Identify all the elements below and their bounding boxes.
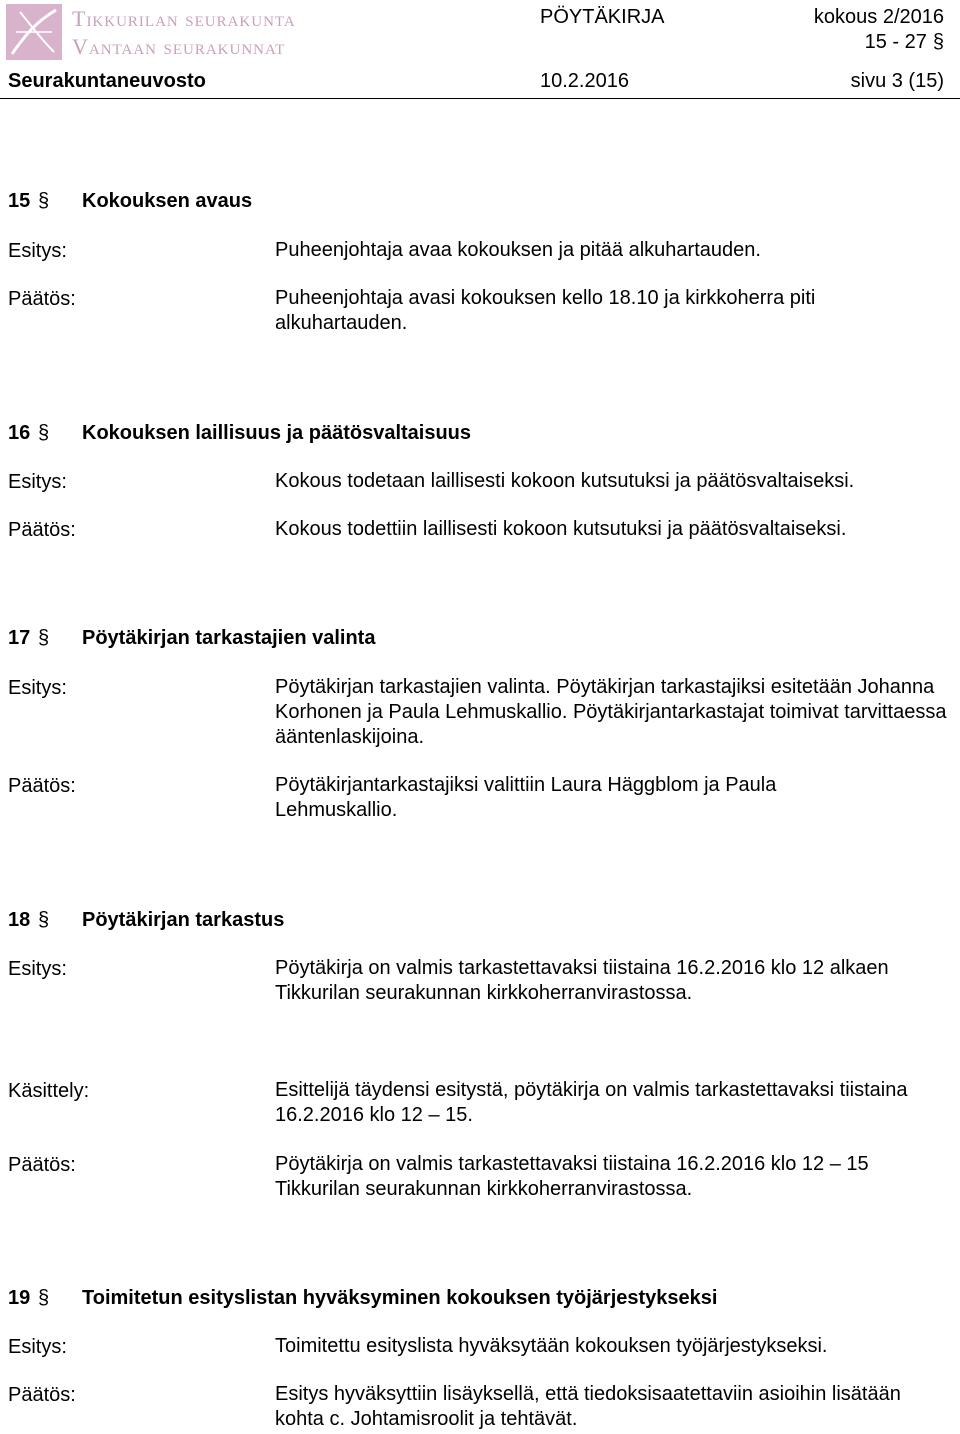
row-text: Esitys hyväksyttiin lisäyksellä, että tiedoksisaatettaviin asioihin lisätään kohta c. Johtamisroolit ja tehtävät. bbox=[275, 1383, 901, 1430]
item-heading: Toimitetun esityslistan hyväksyminen kokouksen työjärjestykseksi bbox=[82, 1287, 718, 1309]
item-number: 16 bbox=[8, 422, 31, 444]
item-heading: Pöytäkirjan tarkastajien valinta bbox=[82, 627, 376, 649]
section-symbol: § bbox=[38, 627, 50, 649]
item-title bbox=[8, 1287, 717, 1310]
item-heading: Kokouksen laillisuus ja päätösvaltaisuus bbox=[82, 422, 472, 444]
item-number: 19 bbox=[8, 1287, 31, 1309]
parish-logo-icon bbox=[6, 4, 62, 60]
sections-range-text: 15 - 27 bbox=[864, 31, 927, 53]
item-number: 17 bbox=[8, 627, 31, 649]
row-text: Toimitettu esityslista hyväksytään kokouksen työjärjestykseksi. bbox=[275, 1335, 828, 1357]
item-title bbox=[8, 627, 375, 650]
row-label: Esitys: bbox=[8, 1336, 67, 1358]
document-type: PÖYTÄKIRJA bbox=[540, 6, 665, 28]
row-label: Käsittely: bbox=[8, 1080, 90, 1102]
section-symbol: § bbox=[38, 422, 50, 444]
page-number: sivu 3 (15) bbox=[850, 70, 944, 92]
meeting-number: kokous 2/2016 bbox=[813, 6, 944, 28]
header-divider bbox=[0, 98, 960, 99]
row-label: Päätös: bbox=[8, 288, 76, 310]
row-text: Puheenjohtaja avaa kokouksen ja pitää alkuhartauden. bbox=[275, 239, 761, 261]
section-symbol: § bbox=[38, 190, 50, 212]
row-text: Pöytäkirjan tarkastajien valinta. Pöytäkirjan tarkastajiksi esitetään Johanna Korhonen ja Paula Lehmuskallio. Pöytäkirjantarkastajat toimivat tarvittaessa ääntenlaskijoina. bbox=[275, 676, 947, 748]
row-text: Pöytäkirjantarkastajiksi valittiin Laura Häggblom ja Paula Lehmuskallio. bbox=[275, 774, 777, 821]
organization-name: Tikkurilan seurakunta bbox=[72, 6, 296, 31]
row-text: Pöytäkirja on valmis tarkastettavaksi tiistaina 16.2.2016 klo 12 alkaen Tikkurilan seurakunnan kirkkoherranvirastossa. bbox=[275, 957, 889, 1004]
board-name: Seurakuntaneuvosto bbox=[8, 70, 206, 92]
section-symbol: § bbox=[38, 1287, 50, 1309]
section-symbol: § bbox=[38, 909, 50, 931]
row-text: Kokous todetaan laillisesti kokoon kutsutuksi ja päätösvaltaiseksi. bbox=[275, 470, 855, 492]
meeting-date: 10.2.2016 bbox=[540, 70, 629, 92]
item-number: 15 bbox=[8, 190, 31, 212]
row-label: Päätös: bbox=[8, 1154, 76, 1176]
item-heading: Kokouksen avaus bbox=[82, 190, 253, 212]
organization-parent: Vantaan seurakunnat bbox=[72, 34, 286, 59]
row-label: Päätös: bbox=[8, 1384, 76, 1406]
row-text: Kokous todettiin laillisesti kokoon kutsutuksi ja päätösvaltaiseksi. bbox=[275, 518, 847, 540]
item-number: 18 bbox=[8, 909, 31, 931]
row-text: Puheenjohtaja avasi kokouksen kello 18.10 ja kirkkoherra piti alkuhartauden. bbox=[275, 287, 816, 334]
row-label: Esitys: bbox=[8, 471, 67, 493]
item-title bbox=[8, 422, 471, 445]
row-label: Esitys: bbox=[8, 677, 67, 699]
item-title bbox=[8, 909, 284, 932]
document-header bbox=[0, 0, 960, 100]
item-title bbox=[8, 190, 252, 213]
sections-range bbox=[865, 31, 944, 54]
section-symbol: § bbox=[932, 31, 944, 53]
item-heading: Pöytäkirjan tarkastus bbox=[82, 909, 285, 931]
row-label: Esitys: bbox=[8, 958, 67, 980]
row-text: Esittelijä täydensi esitystä, pöytäkirja on valmis tarkastettavaksi tiistaina 16.2.2016 klo 12 – 15. bbox=[275, 1079, 908, 1126]
row-label: Päätös: bbox=[8, 775, 76, 797]
row-text: Pöytäkirja on valmis tarkastettavaksi tiistaina 16.2.2016 klo 12 – 15 Tikkurilan seurakunnan kirkkoherranvirastossa. bbox=[275, 1153, 869, 1200]
row-label: Päätös: bbox=[8, 519, 76, 541]
row-label: Esitys: bbox=[8, 240, 67, 262]
